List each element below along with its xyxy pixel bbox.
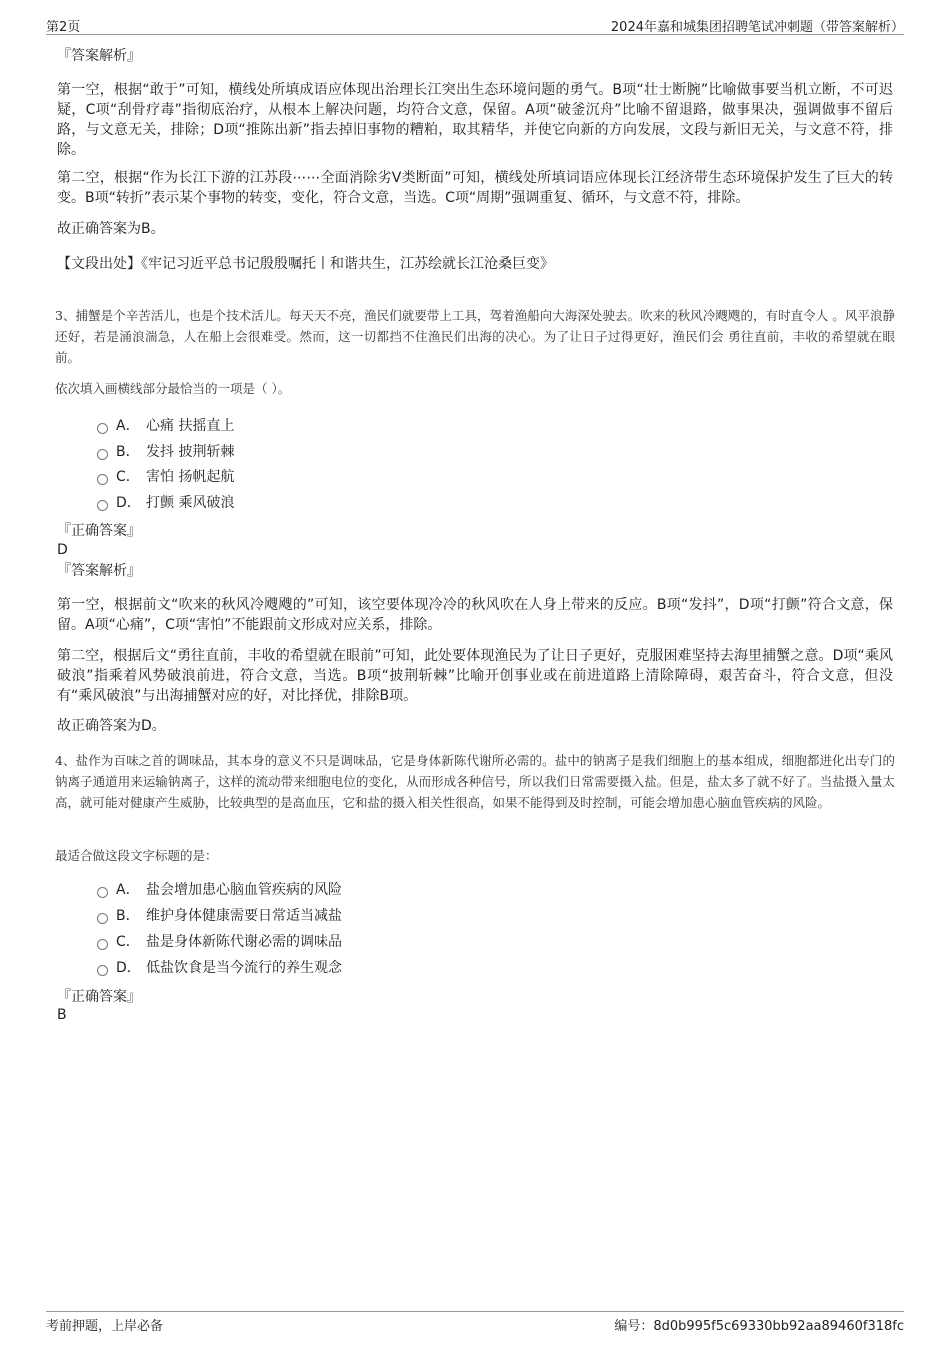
- q4-answer-tag: 『正确答案』: [57, 989, 141, 1005]
- q4-stem: 4、盐作为百味之首的调味品，其本身的意义不只是调味品，它是身体新陈代谢所必需的。盐中的钠离子是我们细胞上的基本组成，细胞都进化出专门的钠离子通道用来运输钠离子，这样的流动带来细胞电位的变化，从而形成各种信号，所以我们日常需要摄入盐。但是，盐太多了就不好了。当盐摄入量太高，就可能对健康产生威胁，比较典型的是高血压，它和盐的摄入相关性很高，如果不能得到及时控制，可能会增加患心脑血管疾病的风险。: [55, 753, 895, 810]
- q3-option-d[interactable]: D． 打颤 乘风破浪: [97, 493, 234, 513]
- q4-option-d[interactable]: D． 低盐饮食是当今流行的养生观念: [97, 958, 342, 978]
- radio-button[interactable]: [97, 474, 108, 485]
- q3-option-a[interactable]: A． 心痛 扶摇直上: [97, 416, 234, 436]
- radio-button[interactable]: [97, 500, 108, 511]
- radio-button[interactable]: [97, 939, 108, 950]
- radio-button[interactable]: [97, 449, 108, 460]
- q3-conclusion: 故正确答案为D。: [57, 718, 166, 734]
- q3-stem: 3、捕蟹是个辛苦活儿，也是个技术活儿。每天天不亮，渔民们就要带上工具，驾着渔船向大海深处驶去。吹来的秋风冷飕飕的，有时直令人 。风平浪静还好，若是涌浪湍急，人在船上会很难受。然而，这一切都挡不住渔民们出海的决心。为了让日子过得更好，渔民们会 勇往直前，丰收的希望就在眼前。: [55, 308, 895, 365]
- q2-conclusion: 故正确答案为B。: [57, 221, 165, 237]
- radio-button[interactable]: [97, 965, 108, 976]
- q4-option-a[interactable]: A． 盐会增加患心脑血管疾病的风险: [97, 880, 342, 900]
- radio-button[interactable]: [97, 887, 108, 898]
- page-number: 第2页: [46, 20, 81, 35]
- q3-prompt: 依次填入画横线部分最恰当的一项是（ ）。: [55, 381, 291, 396]
- q2-analysis-para-1: 第一空，根据“敢于”可知，横线处所填成语应体现出治理长江突出生态环境问题的勇气。B项“壮士断腕”比喻做事要当机立断，不可迟疑，C项“刮骨疗毒”指彻底治疗，从根本上解决问题，均符合文意，保留。A项“破釜沉舟”比喻不留退路，做事果决，强调做事不留后路，与文意无关，排除；D项“推陈出新”指去掉旧事物的糟粕，取其精华，并使它向新的方向发展，文段与新旧无关，与文意不符，排除。: [57, 82, 893, 158]
- q3-option-b[interactable]: B． 发抖 披荆斩棘: [97, 442, 234, 462]
- q3-answer: D: [57, 542, 68, 558]
- page-footer: [46, 1311, 904, 1332]
- q2-source: 【文段出处】《牢记习近平总书记殷殷嘱托丨和谐共生，江苏绘就长江沧桑巨变》: [57, 256, 554, 272]
- document-title: 2024年嘉和城集团招聘笔试冲刺题（带答案解析）: [610, 20, 904, 35]
- q3-analysis-tag: 『答案解析』: [57, 563, 141, 579]
- q4-answer: B: [57, 1007, 67, 1023]
- footer-slogan: 考前押题，上岸必备: [46, 1319, 164, 1334]
- page-header: [46, 14, 904, 35]
- q2-analysis-para-2: 第二空，根据“作为长江下游的江苏段⋯⋯全面消除劣V类断面”可知，横线处所填词语应体现长江经济带生态环境保护发生了巨大的转变。B项“转折”表示某个事物的转变，变化，符合文意，当选。C项“周期”强调重复、循环，与文意不符，排除。: [57, 170, 893, 206]
- radio-button[interactable]: [97, 423, 108, 434]
- q3-analysis-para-2: 第二空，根据后文“勇往直前，丰收的希望就在眼前”可知，此处要体现渔民为了让日子更好，克服困难坚持去海里捕蟹之意。D项“乘风破浪”指乘着风势破浪前进，符合文意，当选。B项“披荆斩棘”比喻开创事业或在前进道路上清除障碍，艰苦奋斗，符合文意，但没有“乘风破浪”与出海捕蟹对应的好，对比择优，排除B项。: [57, 648, 893, 704]
- q2-analysis-tag: 『答案解析』: [57, 48, 141, 64]
- q4-prompt: 最适合做这段文字标题的是：: [55, 848, 218, 863]
- footer-code: 编号：8d0b995f5c69330bb92aa89460f318fc: [614, 1319, 904, 1334]
- radio-button[interactable]: [97, 913, 108, 924]
- q4-option-c[interactable]: C． 盐是身体新陈代谢必需的调味品: [97, 932, 342, 952]
- q4-option-b[interactable]: B． 维护身体健康需要日常适当减盐: [97, 906, 342, 926]
- q3-option-c[interactable]: C． 害怕 扬帆起航: [97, 467, 234, 487]
- q3-answer-tag: 『正确答案』: [57, 523, 141, 539]
- q3-analysis-para-1: 第一空，根据前文“吹来的秋风冷飕飕的”可知，该空要体现冷冷的秋风吹在人身上带来的反应。B项“发抖”，D项“打颤”符合文意，保留。A项“心痛”，C项“害怕”不能跟前文形成对应关系，排除。: [57, 597, 893, 633]
